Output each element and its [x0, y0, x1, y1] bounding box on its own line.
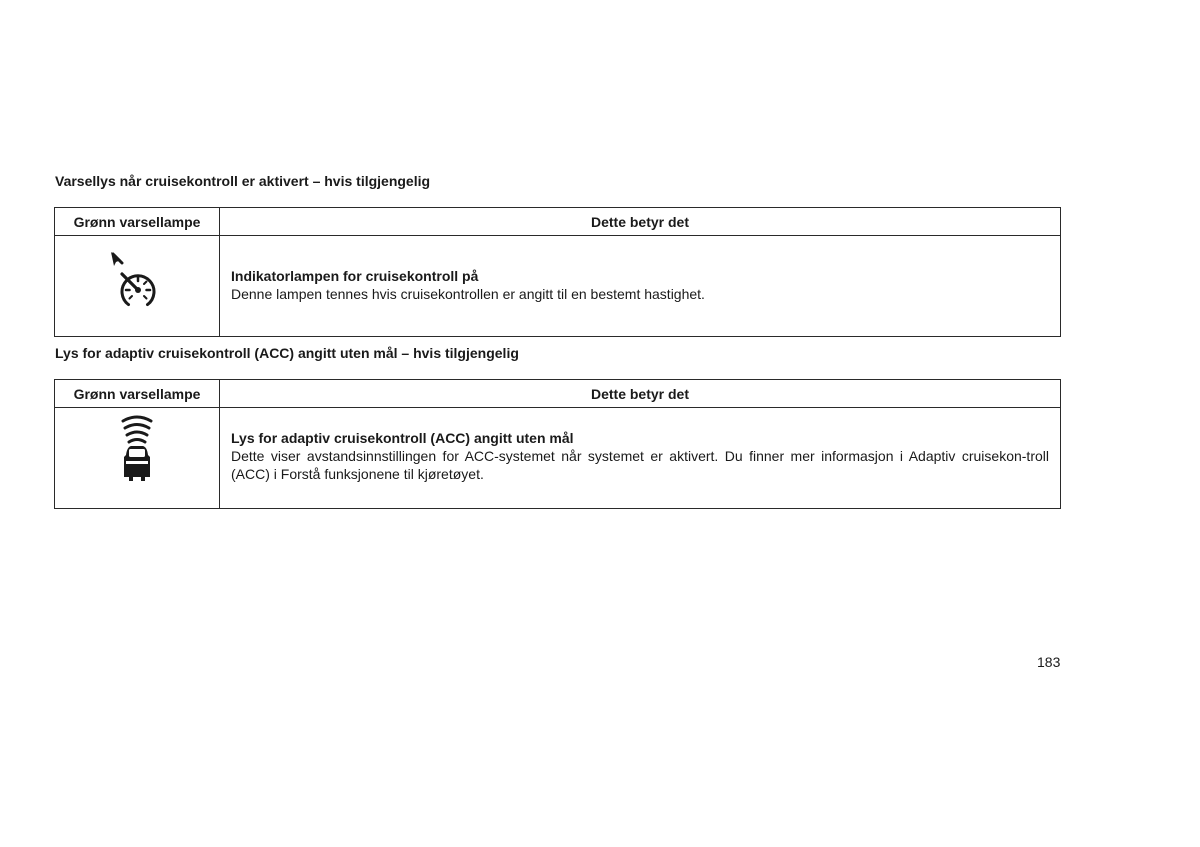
description-text: Denne lampen tennes hvis cruisekontrollen er angitt til en bestemt hastighet. — [231, 286, 705, 302]
page-number: 183 — [1037, 654, 1061, 670]
cruise-control-icon — [107, 248, 167, 310]
table-header-row — [55, 380, 1061, 408]
acc-no-target-icon — [117, 411, 157, 485]
table-header-row — [55, 208, 1061, 236]
header-lamp: Grønn varsellampe — [55, 380, 220, 408]
header-meaning: Dette betyr det — [220, 208, 1061, 236]
section-title-acc: Lys for adaptiv cruisekontroll (ACC) angitt uten mål – hvis tilgjengelig — [55, 345, 519, 361]
description-title: Lys for adaptiv cruisekontroll (ACC) angitt uten mål — [231, 430, 574, 446]
section-title-cruise-control: Varsellys når cruisekontroll er aktivert – hvis tilgjengelig — [55, 173, 431, 189]
header-lamp: Grønn varsellampe — [55, 208, 220, 236]
header-meaning: Dette betyr det — [220, 380, 1061, 408]
description-cell — [220, 236, 1061, 337]
acc-table — [54, 379, 1061, 509]
table-row — [55, 408, 1061, 509]
description-cell — [220, 408, 1061, 509]
description-title: Indikatorlampen for cruisekontroll på — [231, 268, 479, 284]
icon-cell — [55, 236, 220, 337]
cruise-control-table — [54, 207, 1061, 337]
description-text: Dette viser avstandsinnstillingen for ACC-systemet når systemet er aktivert. Du finner mer informasjon i Adaptiv cruisekon-troll (ACC) i Forstå funksjonene til kjøretøyet. — [231, 448, 1049, 482]
icon-cell — [55, 408, 220, 509]
table-row — [55, 236, 1061, 337]
